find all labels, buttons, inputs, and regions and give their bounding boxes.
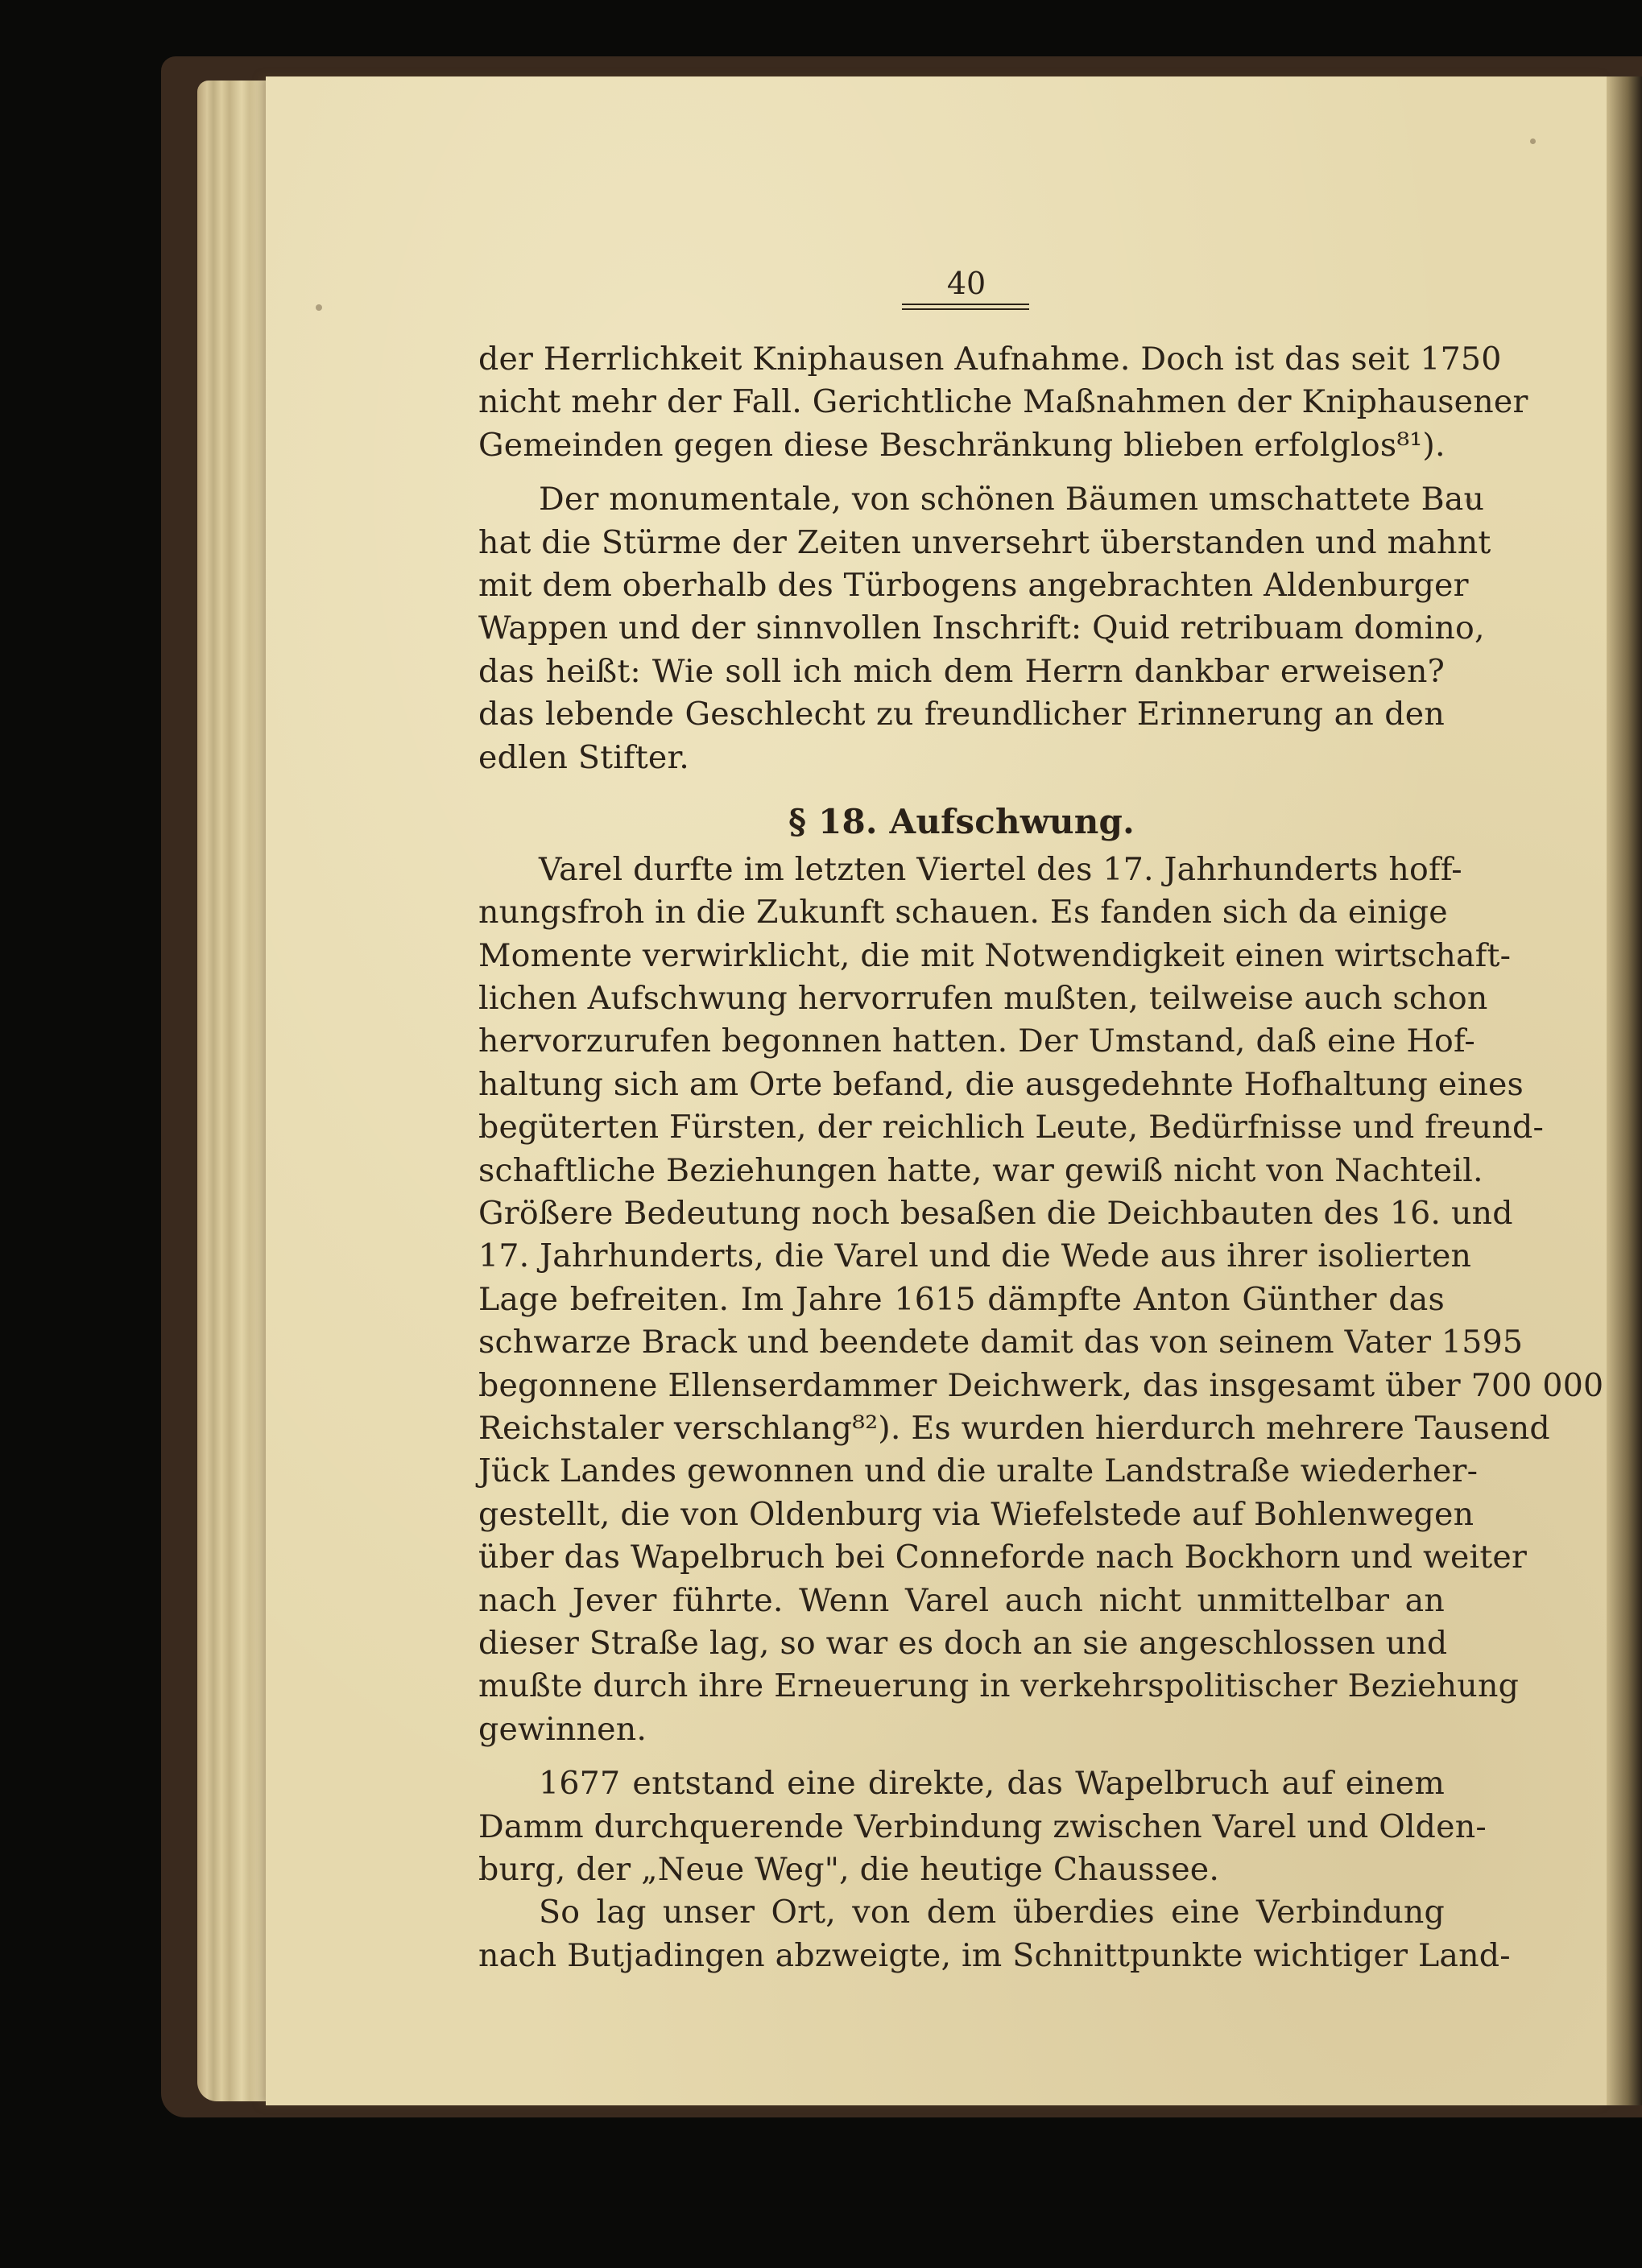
text-line: mußte durch ihre Erneuerung in verkehrspolitischer Beziehung bbox=[478, 1667, 1520, 1705]
text-line: Wappen und der sinnvollen Inschrift: Quid retribuam domino, bbox=[478, 609, 1485, 647]
book-gutter bbox=[1607, 76, 1642, 2105]
text-line: burg, der „Neue Weg", die heutige Chaussee. bbox=[478, 1850, 1220, 1888]
text-line: Größere Bedeutung noch besaßen die Deichbauten des 16. und bbox=[478, 1195, 1513, 1233]
text-line: der Herrlichkeit Kniphausen Aufnahme. Doch ist das seit 1750 bbox=[478, 341, 1502, 378]
text-line: dieser Straße lag, so war es doch an sie angeschlossen und bbox=[478, 1624, 1448, 1662]
text-line: hervorzurufen begonnen hatten. Der Umstand, daß eine Hof- bbox=[478, 1022, 1475, 1060]
text-line: edlen Stifter. bbox=[478, 738, 689, 776]
text-line: schwarze Brack und beendete damit das von seinem Vater 1595 bbox=[478, 1324, 1524, 1361]
text-line: Damm durchquerende Verbindung zwischen Varel und Olden- bbox=[478, 1807, 1487, 1845]
body-text bbox=[478, 338, 1604, 1977]
text-line: schaftliche Beziehungen hatte, war gewiß nicht von Nachteil. bbox=[478, 1151, 1483, 1189]
text-line: das lebende Geschlecht zu freundlicher Erinnerung an den bbox=[478, 696, 1445, 733]
text-line: Lage befreiten. Im Jahre 1615 dämpfte Anton Günther das bbox=[478, 1280, 1445, 1318]
text-line: nach Butjadingen abzweigte, im Schnittpunkte wichtiger Land- bbox=[478, 1936, 1511, 1974]
text-line: das heißt: Wie soll ich mich dem Herrn dankbar erweisen? bbox=[478, 652, 1445, 690]
text-line: So lag unser Ort, von dem überdies eine Verbindung bbox=[539, 1894, 1445, 1931]
paper-spot bbox=[1466, 498, 1472, 504]
text-line: 17. Jahrhunderts, die Varel und die Wede aus ihrer isolierten bbox=[478, 1237, 1472, 1275]
text-line: 1677 entstand eine direkte, das Wapelbruch auf einem bbox=[539, 1765, 1445, 1803]
text-line: haltung sich am Orte befand, die ausgedehnte Hofhaltung eines bbox=[478, 1065, 1524, 1103]
text-line: über das Wapelbruch bei Conneforde nach Bockhorn und weiter bbox=[478, 1539, 1528, 1576]
section-heading: § 18. Aufschwung. bbox=[788, 801, 1135, 841]
text-line: Gemeinden gegen diese Beschränkung blieben erfolglos⁸¹). bbox=[478, 426, 1446, 464]
text-line: Der monumentale, von schönen Bäumen umschattete Bau bbox=[539, 481, 1485, 518]
text-line: lichen Aufschwung hervorrufen mußten, teilweise auch schon bbox=[478, 980, 1488, 1018]
text-line: nungsfroh in die Zukunft schauen. Es fanden sich da einige bbox=[478, 894, 1448, 932]
text-line: Varel durfte im letzten Viertel des 17. Jahrhunderts hoff- bbox=[539, 850, 1462, 888]
page-number: 40 bbox=[946, 266, 986, 301]
text-line: nicht mehr der Fall. Gerichtliche Maßnahmen der Kniphausener bbox=[478, 383, 1528, 421]
text-line: gestellt, die von Oldenburg via Wiefelstede auf Bohlenwegen bbox=[478, 1495, 1474, 1533]
text-line: nach Jever führte. Wenn Varel auch nicht unmittelbar an bbox=[478, 1581, 1445, 1619]
text-line: Reichstaler verschlang⁸²). Es wurden hierdurch mehrere Tausend bbox=[478, 1409, 1550, 1447]
paper-spot bbox=[316, 304, 322, 311]
paper-spot bbox=[1530, 138, 1536, 144]
text-line: begonnene Ellenserdammer Deichwerk, das insgesamt über 700 000 bbox=[478, 1366, 1604, 1404]
text-line: hat die Stürme der Zeiten unversehrt überstanden und mahnt bbox=[478, 523, 1491, 561]
text-line: Jück Landes gewonnen und die uralte Landstraße wiederher- bbox=[478, 1452, 1479, 1490]
text-line: Momente verwirklicht, die mit Notwendigkeit einen wirtschaft- bbox=[478, 936, 1512, 974]
page-number-rule bbox=[902, 304, 1029, 310]
text-line: gewinnen. bbox=[478, 1710, 647, 1748]
text-line: mit dem oberhalb des Türbogens angebrachten Aldenburger bbox=[478, 566, 1469, 604]
text-line: begüterten Fürsten, der reichlich Leute, Bedürfnisse und freund- bbox=[478, 1109, 1544, 1146]
